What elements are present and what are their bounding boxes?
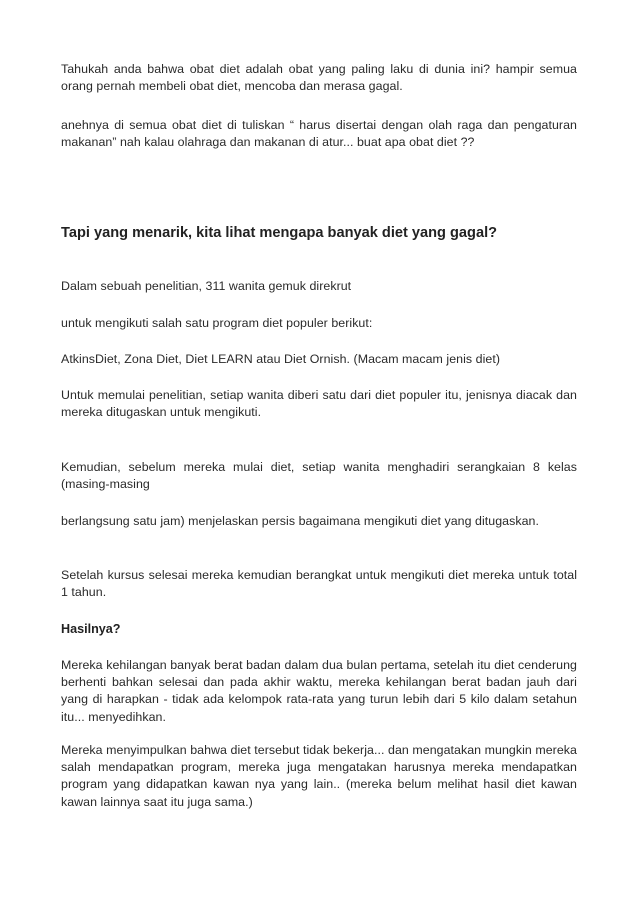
paragraph-intro: Tahukah anda bahwa obat diet adalah obat yang paling laku di dunia ini? hampir semua orang pernah membeli obat diet, mencoba dan merasa gagal.	[61, 62, 577, 94]
paragraph-program: untuk mengikuti salah satu program diet populer berikut:	[61, 316, 373, 330]
paragraph-duration: Setelah kursus selesai mereka kemudian berangkat untuk mengikuti diet mereka untuk total 1 tahun.	[61, 568, 577, 600]
paragraph-diet-types: AtkinsDiet, Zona Diet, Diet LEARN atau Diet Ornish. (Macam macam jenis diet)	[61, 352, 500, 366]
paragraph-study: Dalam sebuah penelitian, 311 wanita gemuk direkrut	[61, 279, 352, 293]
paragraph-results: Mereka kehilangan banyak berat badan dalam dua bulan pertama, setelah itu diet cenderung berhenti bahkan selesai dan pada akhir waktu, mereka kehilangan berat badan jauh dari yang di harapkan - tidak ada kelompok rata-rata yang turun lebih dari 5 kilo dalam setahun itu... menyedihkan.	[61, 658, 577, 724]
section-heading: Tapi yang menarik, kita lihat mengapa banyak diet yang gagal?	[61, 225, 498, 241]
paragraph-assignment: Untuk memulai penelitian, setiap wanita diberi satu dari diet populer itu, jenisnya diacak dan mereka ditugaskan untuk mengikuti.	[61, 388, 577, 420]
paragraph-classes-cont: berlangsung satu jam) menjelaskan persis bagaimana mengikuti diet yang ditugaskan.	[61, 514, 539, 528]
paragraph-oddity: anehnya di semua obat diet di tuliskan “ harus disertai dengan olah raga dan pengaturan makanan” nah kalau olahraga dan makanan di atur... buat apa obat diet ??	[61, 118, 577, 150]
paragraph-classes: Kemudian, sebelum mereka mulai diet, setiap wanita menghadiri serangkaian 8 kelas (masing-masing	[61, 460, 577, 492]
paragraph-conclusion: Mereka menyimpulkan bahwa diet tersebut tidak bekerja... dan mengatakan mungkin mereka salah mendapatkan program, mereka juga mengatakan harusnya mereka mendapatkan program yang didapatkan kawan nya yang lain.. (mereka belum melihat hasil diet kawan kawan lainnya saat itu juga sama.)	[61, 743, 577, 809]
results-heading: Hasilnya?	[61, 622, 121, 636]
